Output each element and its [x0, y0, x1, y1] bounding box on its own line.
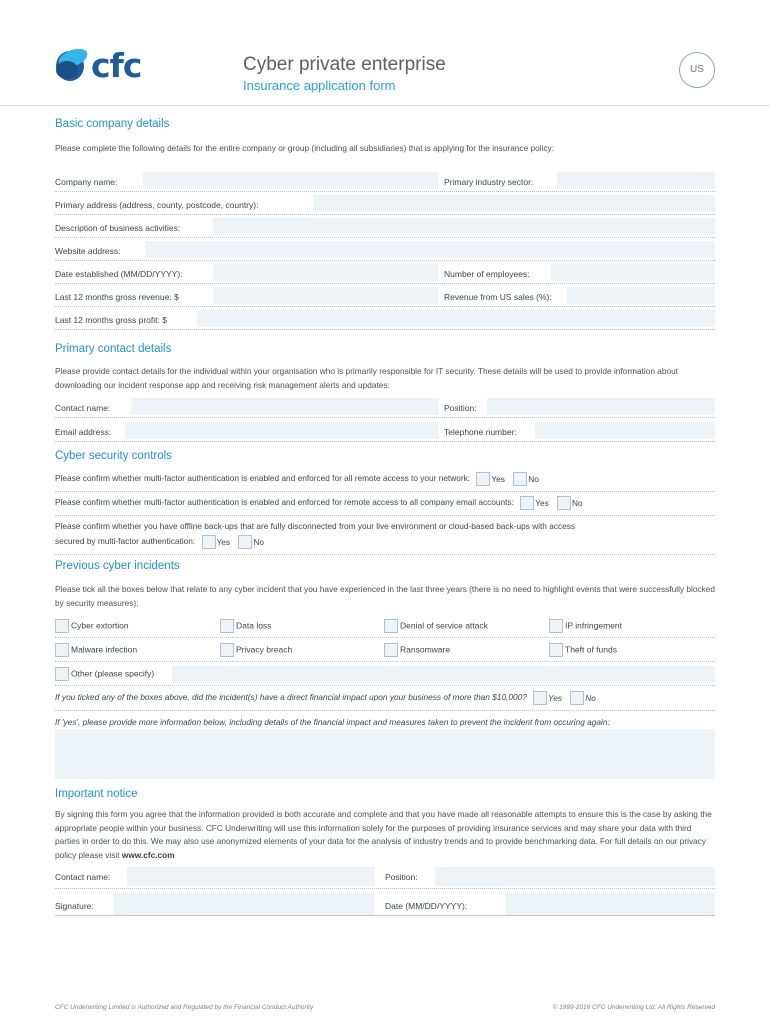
- backups-question: [55, 521, 575, 531]
- row-date-established: [55, 264, 715, 284]
- checkbox[interactable]: [384, 619, 398, 633]
- contact-name-label: Contact name:: [55, 403, 111, 413]
- row-address: [55, 195, 715, 215]
- row-company-name: [55, 172, 715, 192]
- website-field[interactable]: [145, 241, 715, 258]
- incident-ransomware[interactable]: [384, 643, 450, 662]
- checkbox[interactable]: [55, 643, 69, 657]
- mfa-email-label: Please confirm whether multi-factor authentication is enabled and enforced for remote access to all company email accounts:: [55, 497, 514, 508]
- checkbox[interactable]: [55, 619, 69, 633]
- no-label: No: [585, 693, 596, 703]
- incident-label: Other (please specify): [71, 668, 155, 679]
- sign-contact-name-field[interactable]: [127, 867, 375, 886]
- no-label: No: [253, 537, 264, 547]
- us-revenue-field[interactable]: [567, 287, 715, 304]
- checkbox[interactable]: [55, 667, 69, 681]
- position-field[interactable]: [487, 398, 715, 415]
- employees-field[interactable]: [551, 264, 715, 281]
- checkbox[interactable]: [384, 643, 398, 657]
- privacy-link[interactable]: www.cfc.com: [121, 849, 175, 860]
- us-revenue-label: Revenue from US sales (%):: [444, 292, 552, 302]
- divider: [55, 515, 715, 516]
- notice-text: [55, 808, 717, 862]
- notice-heading: Important notice: [55, 788, 138, 800]
- website-label: Website address:: [55, 246, 121, 256]
- incident-denial-of-service[interactable]: [384, 619, 488, 638]
- divider: [55, 661, 715, 662]
- divider: [55, 685, 715, 686]
- incident-other-field[interactable]: [172, 666, 715, 683]
- notice-body: By signing this form you agree that the information provided is both accurate and complete and that you have made all reasonable attempts to ensure this is the case by asking the appropriate people within your business. CFC Underwriting will use this information solely for the purposes of providing insurance services and may share your data with third parties in order to do this. We may also use anonymized elements of your data for the analysis of industry trends and to provide benchmarking data. For full details on our privacy policy please visit: [55, 809, 712, 860]
- basic-details-intro: Please complete the following details for the entire company or group (including all subsidiaries) that is applying for the insurance policy:: [55, 143, 555, 153]
- sign-position-field[interactable]: [435, 867, 715, 886]
- region-badge: US: [679, 52, 715, 88]
- email-field[interactable]: [125, 422, 439, 439]
- incident-label: Denial of service attack: [400, 620, 488, 631]
- industry-sector-field[interactable]: [557, 172, 715, 189]
- address-label: Primary address (address, county, postcode, country):: [55, 200, 259, 210]
- row-gross-revenue: [55, 287, 715, 307]
- mfa-network-label: Please confirm whether multi-factor authentication is enabled and enforced for all remote access to your network:: [55, 473, 471, 484]
- financial-impact-no-checkbox[interactable]: [570, 691, 584, 705]
- incident-label: Data loss: [236, 620, 272, 631]
- checkbox[interactable]: [549, 619, 563, 633]
- gross-revenue-field[interactable]: [213, 287, 439, 304]
- mfa-email-yes-checkbox[interactable]: [520, 496, 534, 510]
- divider: [55, 554, 715, 555]
- incident-ip-infringement[interactable]: [549, 619, 622, 638]
- basic-details-heading: Basic company details: [55, 118, 170, 130]
- description-field[interactable]: [213, 218, 715, 235]
- signature-label: Signature:: [55, 901, 94, 911]
- no-label: No: [528, 474, 539, 484]
- telephone-field[interactable]: [535, 422, 715, 439]
- backups-label-line2: secured by multi-factor authentication:: [55, 536, 196, 547]
- checkbox[interactable]: [220, 619, 234, 633]
- gross-profit-label: Last 12 months gross profit: $: [55, 315, 167, 325]
- description-label: Description of business activities:: [55, 223, 181, 233]
- backups-no-checkbox[interactable]: [238, 535, 252, 549]
- row-contact-name: [55, 398, 715, 418]
- date-established-label: Date established (MM/DD/YYYY):: [55, 269, 183, 279]
- divider: [55, 491, 715, 492]
- incident-label: Cyber extortion: [71, 620, 129, 631]
- checkbox[interactable]: [549, 643, 563, 657]
- yes-label: Yes: [491, 474, 505, 484]
- company-name-field[interactable]: [143, 172, 439, 189]
- sign-position-label: Position:: [385, 872, 418, 882]
- industry-sector-label: Primary industry sector:: [444, 177, 534, 187]
- page-header: [0, 0, 770, 106]
- mfa-email-no-checkbox[interactable]: [557, 496, 571, 510]
- mfa-email-question: [55, 496, 583, 510]
- address-field[interactable]: [313, 195, 715, 212]
- cfc-logo: [55, 46, 150, 86]
- financial-impact-yes-checkbox[interactable]: [533, 691, 547, 705]
- sign-date-field[interactable]: [505, 893, 715, 915]
- mfa-network-question: [55, 472, 539, 486]
- divider: [55, 710, 715, 711]
- backups-yes-checkbox[interactable]: [202, 535, 216, 549]
- contact-name-field[interactable]: [131, 398, 439, 415]
- sign-date-label: Date (MM/DD/YYYY):: [385, 901, 468, 911]
- incident-label: Malware infection: [71, 644, 138, 655]
- yes-label: Yes: [535, 498, 549, 508]
- employees-label: Number of employees:: [444, 269, 530, 279]
- row-email: [55, 422, 715, 442]
- incident-privacy-breach[interactable]: [220, 643, 292, 662]
- incidents-heading: Previous cyber incidents: [55, 560, 180, 572]
- yes-label: Yes: [216, 537, 231, 547]
- date-established-field[interactable]: [213, 264, 439, 281]
- company-name-label: Company name:: [55, 177, 118, 187]
- contact-details-intro: Please provide contact details for the individual within your organisation who is primarily responsible for IT security. These details will be used to provide information about downloading our incident response app and receiving risk management alerts and updates:: [55, 366, 679, 390]
- telephone-label: Telephone number:: [444, 427, 517, 437]
- mfa-network-yes-checkbox[interactable]: [476, 472, 490, 486]
- incidents-intro: Please tick all the boxes below that relate to any cyber incident that you have experienced in the last three years (there is no need to highlight events that were successfully blocked by security measures):: [55, 584, 715, 608]
- incident-details-prompt: If 'yes', please provide more information below, including details of the financial impact and measures taken to prevent the incident from occuring again:: [55, 717, 610, 727]
- gross-revenue-label: Last 12 months gross revenue: $: [55, 292, 179, 302]
- incident-other[interactable]: [55, 667, 154, 686]
- checkbox[interactable]: [220, 643, 234, 657]
- form-title: Cyber private enterprise: [243, 54, 446, 75]
- logo-text: cfc: [91, 46, 142, 85]
- financial-impact-question: [55, 691, 596, 705]
- row-gross-profit: [55, 310, 715, 330]
- incident-label: Ransomware: [400, 644, 451, 655]
- backups-question-line2: [55, 535, 264, 549]
- incident-theft-of-funds[interactable]: [549, 643, 617, 662]
- row-signature: [55, 893, 715, 916]
- row-website: [55, 241, 715, 261]
- signature-field[interactable]: [113, 893, 375, 915]
- mfa-network-no-checkbox[interactable]: [513, 472, 527, 486]
- yes-label: Yes: [548, 693, 562, 703]
- financial-impact-label: If you ticked any of the boxes above, did the incident(s) have a direct financial impact upon your business of more than $10,000?: [55, 692, 527, 703]
- row-description: [55, 218, 715, 238]
- sign-contact-name-label: Contact name:: [55, 872, 111, 882]
- footer-regulation: CFC Underwriting Limited is Authorized and Regulated by the Financial Conduct Authority: [55, 1004, 314, 1011]
- incident-cyber-extortion[interactable]: [55, 619, 129, 638]
- position-label: Position:: [444, 403, 477, 413]
- incident-malware[interactable]: [55, 643, 137, 662]
- incident-label: Privacy breach: [236, 644, 293, 655]
- no-label: No: [572, 498, 583, 508]
- logo-mark-icon: [53, 44, 93, 84]
- row-sign-contact: [55, 867, 715, 889]
- divider: [55, 637, 715, 638]
- email-label: Email address:: [55, 427, 112, 437]
- incident-data-loss[interactable]: [220, 619, 271, 638]
- gross-profit-field[interactable]: [197, 310, 715, 327]
- controls-heading: Cyber security controls: [55, 450, 172, 462]
- incident-details-textarea[interactable]: [55, 729, 715, 779]
- incident-label: Theft of funds: [565, 644, 617, 655]
- form-subtitle: Insurance application form: [243, 78, 396, 93]
- incident-label: IP infringement: [565, 620, 623, 631]
- contact-details-heading: Primary contact details: [55, 343, 172, 355]
- footer-copyright: © 1999-2016 CFC Underwriting Ltd, All Rights Reserved: [552, 1004, 715, 1011]
- backups-label-line1: Please confirm whether you have offline back-ups that are fully disconnected from your live environment or cloud-based back-ups with access: [55, 521, 576, 531]
